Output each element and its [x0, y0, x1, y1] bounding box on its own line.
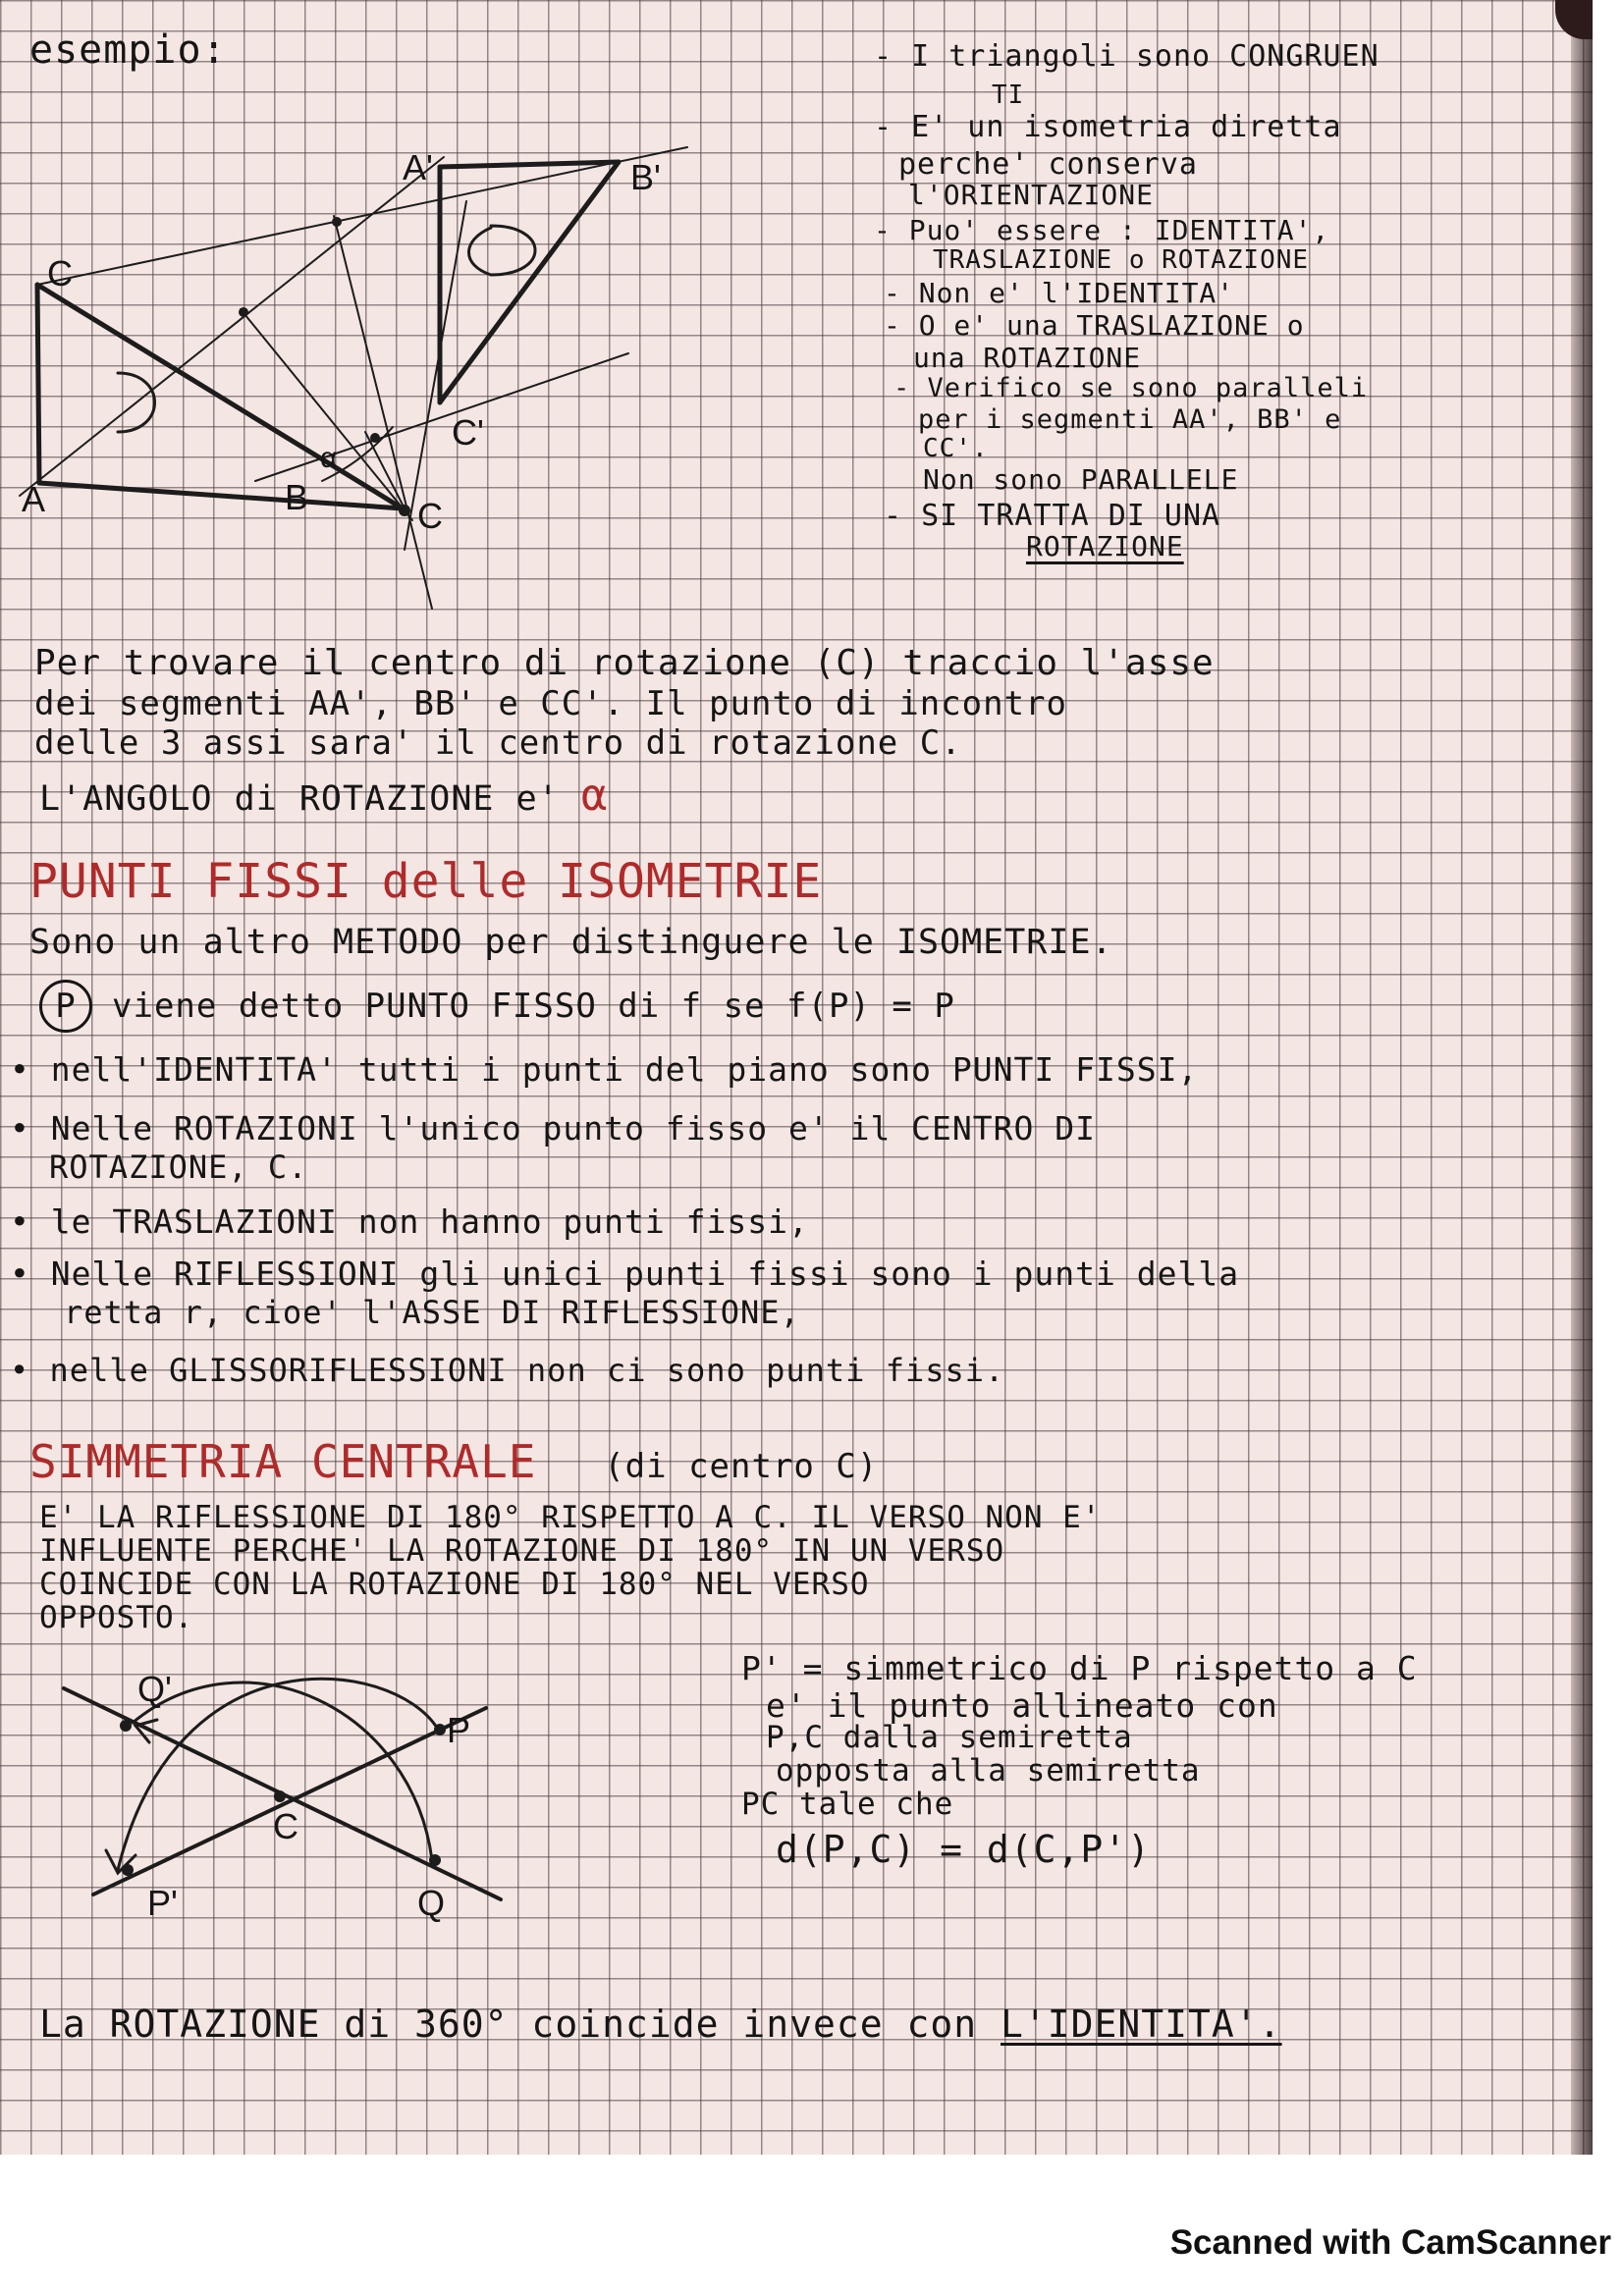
- note-line: l'ORIENTAZIONE: [908, 179, 1155, 211]
- label-b-prime: B': [630, 157, 661, 197]
- label-alpha: α: [320, 442, 338, 474]
- distance-equation: d(P,C) = d(C,P'): [776, 1828, 1152, 1871]
- paragraph-line: delle 3 assi sara' il centro di rotazione C.: [34, 723, 962, 763]
- label-p-prime: P': [147, 1883, 178, 1923]
- note-line: - Puo' essere : IDENTITA',: [874, 214, 1330, 246]
- note-line: TRASLAZIONE o ROTAZIONE: [933, 245, 1310, 275]
- paragraph-line: COINCIDE CON LA ROTAZIONE DI 180° NEL VERSO: [39, 1567, 870, 1602]
- point-p: [434, 1724, 446, 1735]
- note-line: P' = simmetrico di P rispetto a C: [741, 1649, 1418, 1687]
- list-item: retta r, cioe' l'ASSE DI RIFLESSIONE,: [64, 1294, 800, 1331]
- section-title: SIMMETRIA CENTRALE: [29, 1435, 537, 1488]
- note-line: una ROTAZIONE: [913, 342, 1142, 374]
- point-q-prime: [120, 1720, 132, 1732]
- rotation-angle-label: L'ANGOLO di ROTAZIONE e': [39, 779, 560, 819]
- label-c: C: [47, 253, 73, 294]
- label-a: A: [22, 479, 46, 519]
- label-b: B: [285, 477, 309, 517]
- note-line: Non sono PARALLELE: [923, 463, 1239, 496]
- paragraph-line: OPPOSTO.: [39, 1600, 194, 1635]
- note-line: per i segmenti AA', BB' e: [918, 404, 1342, 435]
- note-line: - Verifico se sono paralleli: [893, 373, 1369, 403]
- label-c: C: [273, 1806, 298, 1846]
- label-c-prime: C': [452, 412, 484, 453]
- section-intro: Sono un altro METODO per distinguere le ISOMETRIE.: [29, 923, 1113, 962]
- note-line: ROTAZIONE: [1026, 530, 1184, 562]
- label-p: P: [447, 1710, 471, 1750]
- closing-statement: [39, 2002, 1282, 2046]
- point-p-prime: [122, 1864, 134, 1876]
- list-item: • nelle GLISSORIFLESSIONI non ci sono punti fissi.: [10, 1352, 1005, 1389]
- note-line: e' il punto allineato con: [766, 1686, 1278, 1725]
- paragraph-line: dei segmenti AA', BB' e CC'. Il punto di incontro: [34, 684, 1068, 723]
- paragraph-line: E' LA RIFLESSIONE DI 180° RISPETTO A C. IL VERSO NON E': [39, 1500, 1102, 1535]
- note-line: perche' conserva: [898, 147, 1198, 182]
- definition-text: viene detto PUNTO FISSO di f se f(P) = P: [112, 987, 955, 1026]
- camscanner-watermark: Scanned with CamScanner: [1169, 2223, 1611, 2262]
- point-p-circled: P: [39, 980, 92, 1033]
- closing-text: La ROTAZIONE di 360° coincide invece con: [39, 2002, 978, 2046]
- list-item: • nell'IDENTITA' tutti i punti del piano sono PUNTI FISSI,: [10, 1050, 1199, 1089]
- label-q: Q: [417, 1883, 446, 1923]
- note-line: - O e' una TRASLAZIONE o: [884, 309, 1305, 342]
- note-line: - I triangoli sono CONGRUEN: [874, 39, 1380, 74]
- closing-emphasis: L'IDENTITA'.: [1001, 2002, 1282, 2046]
- label-q-prime: Q': [137, 1669, 172, 1709]
- note-line: TI: [992, 80, 1025, 110]
- line-pp-prime: [93, 1708, 486, 1895]
- alpha-symbol: α: [580, 771, 609, 821]
- list-item: • Nelle ROTAZIONI l'unico punto fisso e' il CENTRO DI: [10, 1109, 1096, 1148]
- section-subtitle: (di centro C): [604, 1447, 879, 1486]
- section-title: PUNTI FISSI delle ISOMETRIE: [29, 854, 823, 909]
- point-c: [274, 1790, 286, 1802]
- note-line: CC'.: [923, 434, 989, 463]
- note-line: PC tale che: [741, 1787, 954, 1822]
- note-line: opposta alla semiretta: [776, 1753, 1201, 1789]
- note-line: - E' un isometria diretta: [874, 110, 1342, 144]
- note-line: - SI TRATTA DI UNA: [884, 499, 1221, 533]
- note-line: - Non e' l'IDENTITA': [884, 277, 1235, 309]
- list-item: ROTAZIONE, C.: [49, 1148, 308, 1186]
- paragraph-line: Per trovare il centro di rotazione (C) traccio l'asse: [34, 643, 1215, 683]
- point-q: [429, 1854, 441, 1866]
- note-line: P,C dalla semiretta: [766, 1720, 1133, 1755]
- list-item: • Nelle RIFLESSIONI gli unici punti fissi sono i punti della: [10, 1255, 1240, 1293]
- label-a-prime: A': [403, 147, 433, 187]
- page-title: esempio:: [29, 27, 227, 73]
- label-center: C: [417, 496, 443, 536]
- list-item: • le TRASLAZIONI non hanno punti fissi,: [10, 1202, 809, 1241]
- paragraph-line: INFLUENTE PERCHE' LA ROTAZIONE DI 180° IN UN VERSO: [39, 1533, 1005, 1569]
